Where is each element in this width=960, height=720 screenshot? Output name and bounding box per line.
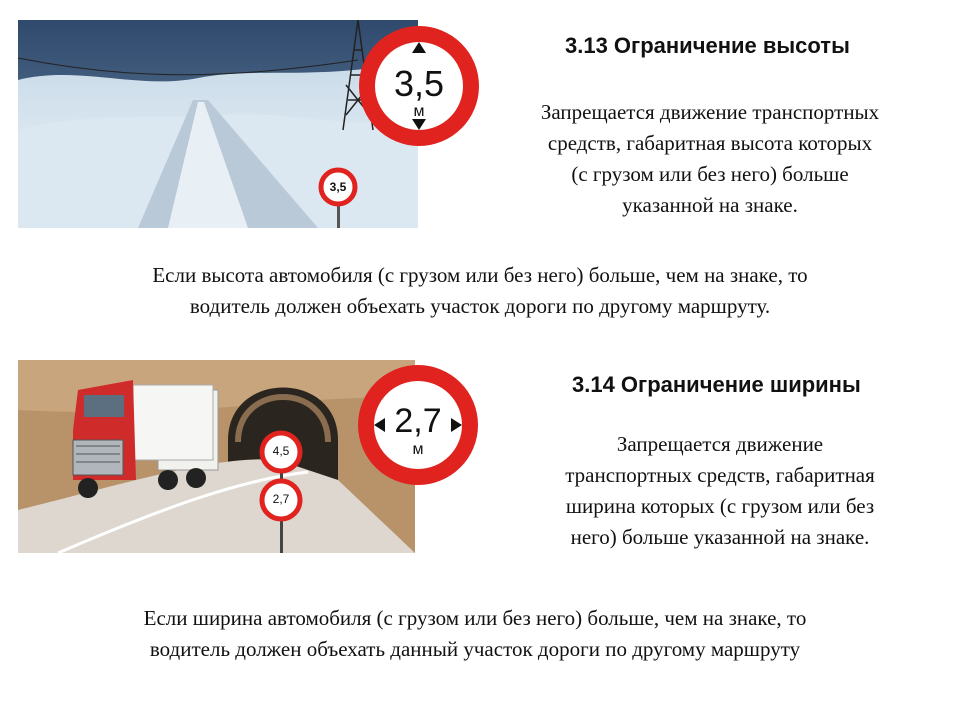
height-restriction-sign [356, 23, 482, 149]
description-line: транспортных средств, габаритная [565, 463, 875, 487]
width-note [30, 603, 920, 665]
small-width-sign-value-2: 2,7 [272, 492, 290, 506]
width-sign-unit: м [412, 441, 424, 458]
description-line: Запрещается движение [616, 432, 824, 456]
description-line: него) больше указанной на знаке. [570, 525, 870, 549]
note-line: Если высота автомобиля (с грузом или без него) больше, чем на знаке, то [152, 263, 808, 287]
small-width-sign-value-1: 4,5 [272, 444, 290, 458]
width-restriction-sign [355, 362, 481, 488]
section-heading-width: 3.14 Ограничение ширины [572, 372, 861, 397]
description-line: (с грузом или без него) больше [571, 162, 849, 186]
note-line: водитель должен объехать участок дороги по другому маршруту. [189, 294, 771, 318]
description-line: Запрещается движение транспортных [540, 100, 880, 124]
width-sign-value: 2,7 [394, 402, 442, 440]
note-line: Если ширина автомобиля (с грузом или без него) больше, чем на знаке, то [143, 606, 807, 630]
height-description [480, 97, 940, 221]
description-line: указанной на знаке. [622, 193, 798, 217]
height-note [40, 260, 920, 322]
description-line: ширина которых (с грузом или без [565, 494, 875, 518]
description-line: средств, габаритная высота которых [547, 131, 873, 155]
height-sign-value: 3,5 [393, 63, 445, 104]
small-height-sign-value: 3,5 [329, 180, 347, 194]
height-sign-unit: м [413, 103, 425, 120]
note-line: водитель должен объехать данный участок дороги по другому маршруту [149, 637, 801, 661]
width-description [490, 429, 950, 553]
section-heading-height: 3.13 Ограничение высоты [565, 33, 850, 58]
